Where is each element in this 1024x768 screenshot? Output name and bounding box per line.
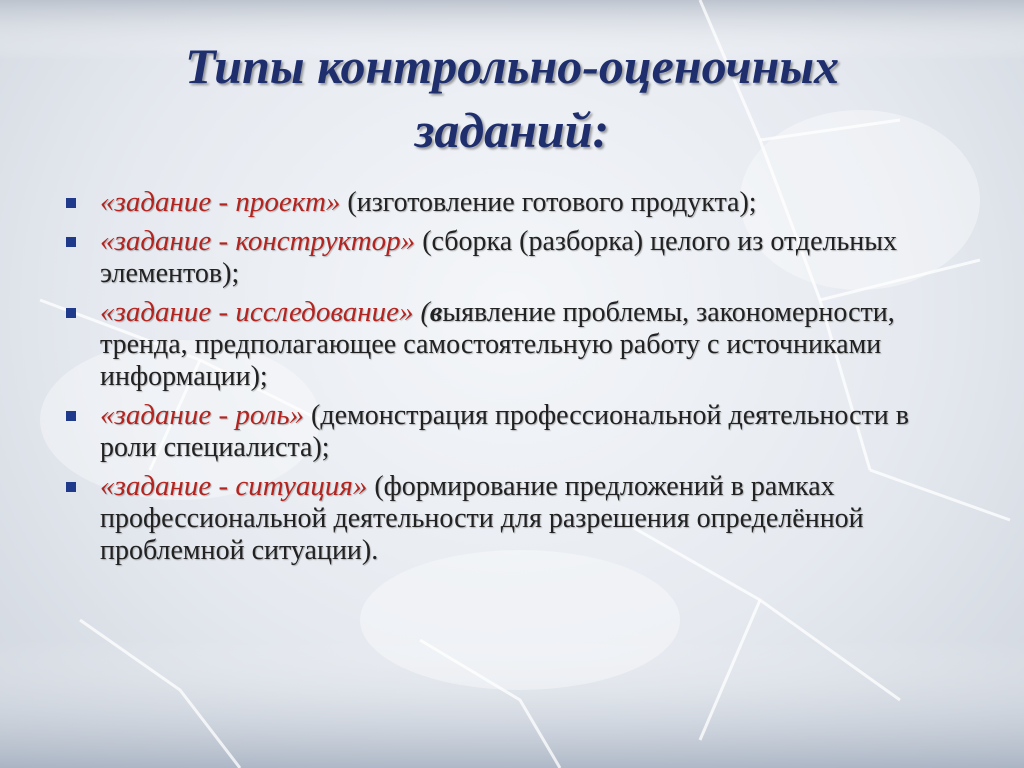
- term-role: «задание - роль»: [100, 399, 305, 431]
- desc-constructor: (сборка (разборка) целого из отдельных элементов);: [100, 226, 898, 289]
- list-item-situation: [62, 470, 952, 567]
- title-line-2: заданий:: [414, 102, 610, 158]
- list-item-project: [62, 186, 952, 219]
- desc-research-letter: в: [429, 297, 443, 328]
- desc-research: ыявление проблемы, закономерности, тренда, предполагающее самостоятельную работу с источниками информации);: [100, 297, 895, 392]
- desc-situation: (формирование предложений в рамках профессиональной деятельности для разрешения определённой проблемной ситуации).: [100, 471, 864, 566]
- term-project: «задание - проект»: [100, 186, 341, 218]
- square-bullet-icon: [66, 237, 76, 247]
- list-item-constructor: [62, 225, 952, 290]
- desc-project: (изготовление готового продукта);: [340, 187, 757, 218]
- term-situation: «задание - ситуация»: [100, 470, 368, 502]
- square-bullet-icon: [66, 411, 76, 421]
- term-research: «задание - исследование»: [100, 296, 414, 328]
- title-line-1: Типы контрольно-оценочных: [184, 38, 840, 94]
- desc-role: (демонстрация профессиональной деятельности в роли специалиста);: [100, 400, 909, 463]
- list-item-role: [62, 399, 952, 464]
- desc-research-open: (: [413, 297, 430, 328]
- square-bullet-icon: [66, 308, 76, 318]
- task-types-list: [62, 186, 952, 573]
- term-constructor: «задание - конструктор»: [100, 225, 416, 257]
- slide-title: [60, 34, 964, 162]
- square-bullet-icon: [66, 198, 76, 208]
- list-item-research: [62, 296, 952, 393]
- square-bullet-icon: [66, 482, 76, 492]
